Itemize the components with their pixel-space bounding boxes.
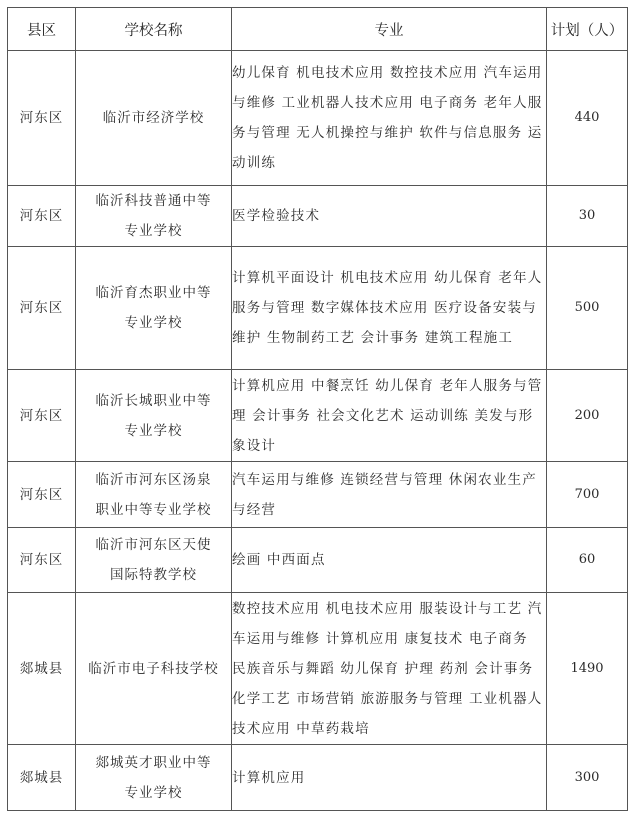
county-cell: 河东区: [8, 462, 76, 528]
majors-cell: 医学检验技术: [232, 186, 547, 247]
plan-count-cell: 700: [547, 462, 628, 528]
majors-cell: 绘画 中西面点: [232, 528, 547, 593]
school-name-line: 国际特教学校: [110, 567, 197, 583]
school-name-line: 临沂市河东区汤泉: [95, 471, 212, 488]
table-row: [8, 370, 628, 462]
county-cell: 郯城县: [8, 593, 76, 745]
school-name-cell: [76, 370, 232, 462]
table-row: [8, 528, 628, 593]
enrollment-plan-table: [7, 7, 628, 811]
majors-cell: 数控技术应用 机电技术应用 服装设计与工艺 汽车运用与维修 计算机应用 康复技术 电子商务 民族音乐与舞蹈 幼儿保育 护理 药剂 会计事务 化学工艺 市场营销 旅游服务与管理 工业机器人技术应用 中草药栽培: [232, 593, 547, 745]
table-row: [8, 745, 628, 811]
school-name-cell: [76, 593, 232, 745]
school-name-line: 临沂市电子科技学校: [88, 660, 219, 677]
school-name-cell: [76, 528, 232, 593]
plan-count-cell: 60: [547, 528, 628, 593]
school-name-cell: [76, 462, 232, 528]
plan-count-cell: 500: [547, 247, 628, 370]
county-cell: 郯城县: [8, 745, 76, 811]
majors-cell: 计算机应用 中餐烹饪 幼儿保育 老年人服务与管理 会计事务 社会文化艺术 运动训练 美发与形象设计: [232, 370, 547, 462]
majors-cell: 计算机平面设计 机电技术应用 幼儿保育 老年人服务与管理 数字媒体技术应用 医疗设备安装与维护 生物制药工艺 会计事务 建筑工程施工: [232, 247, 547, 370]
county-cell: 河东区: [8, 186, 76, 247]
header-school-name: 学校名称: [76, 8, 232, 51]
majors-cell: 幼儿保育 机电技术应用 数控技术应用 汽车运用与维修 工业机器人技术应用 电子商务 老年人服务与管理 无人机操控与维护 软件与信息服务 运动训练: [232, 51, 547, 186]
county-cell: 河东区: [8, 247, 76, 370]
school-name-line: 专业学校: [124, 422, 183, 439]
school-name-line: 临沂长城职业中等: [95, 392, 212, 409]
plan-count-cell: 440: [547, 51, 628, 186]
school-name-line: 专业学校: [124, 223, 183, 239]
header-plan: 计划（人）: [547, 8, 628, 51]
school-name-cell: [76, 51, 232, 186]
county-cell: 河东区: [8, 528, 76, 593]
header-major: 专业: [232, 8, 547, 51]
school-name-line: 临沂育杰职业中等: [95, 285, 212, 301]
county-cell: 河东区: [8, 370, 76, 462]
table-row: [8, 51, 628, 186]
county-cell: 河东区: [8, 51, 76, 186]
majors-cell: 计算机应用: [232, 745, 547, 811]
majors-cell: 汽车运用与维修 连锁经营与管理 休闲农业生产与经营: [232, 462, 547, 528]
school-name-line: 专业学校: [124, 784, 183, 801]
table-row: [8, 593, 628, 745]
school-name-cell: [76, 745, 232, 811]
table-row: [8, 462, 628, 528]
header-row: [8, 8, 628, 51]
plan-count-cell: 30: [547, 186, 628, 247]
plan-count-cell: 300: [547, 745, 628, 811]
school-name-line: 职业中等专业学校: [95, 501, 212, 518]
school-name-line: 临沂市河东区天使: [95, 537, 212, 553]
school-name-line: 专业学校: [124, 315, 183, 331]
school-name-cell: [76, 247, 232, 370]
table-row: [8, 186, 628, 247]
school-name-cell: [76, 186, 232, 247]
school-name-line: 临沂科技普通中等: [95, 193, 212, 209]
plan-count-cell: 1490: [547, 593, 628, 745]
school-name-line: 郯城英才职业中等: [95, 754, 212, 771]
plan-count-cell: 200: [547, 370, 628, 462]
table-row: [8, 247, 628, 370]
header-county: 县区: [8, 8, 76, 51]
school-name-line: 临沂市经济学校: [102, 110, 205, 126]
